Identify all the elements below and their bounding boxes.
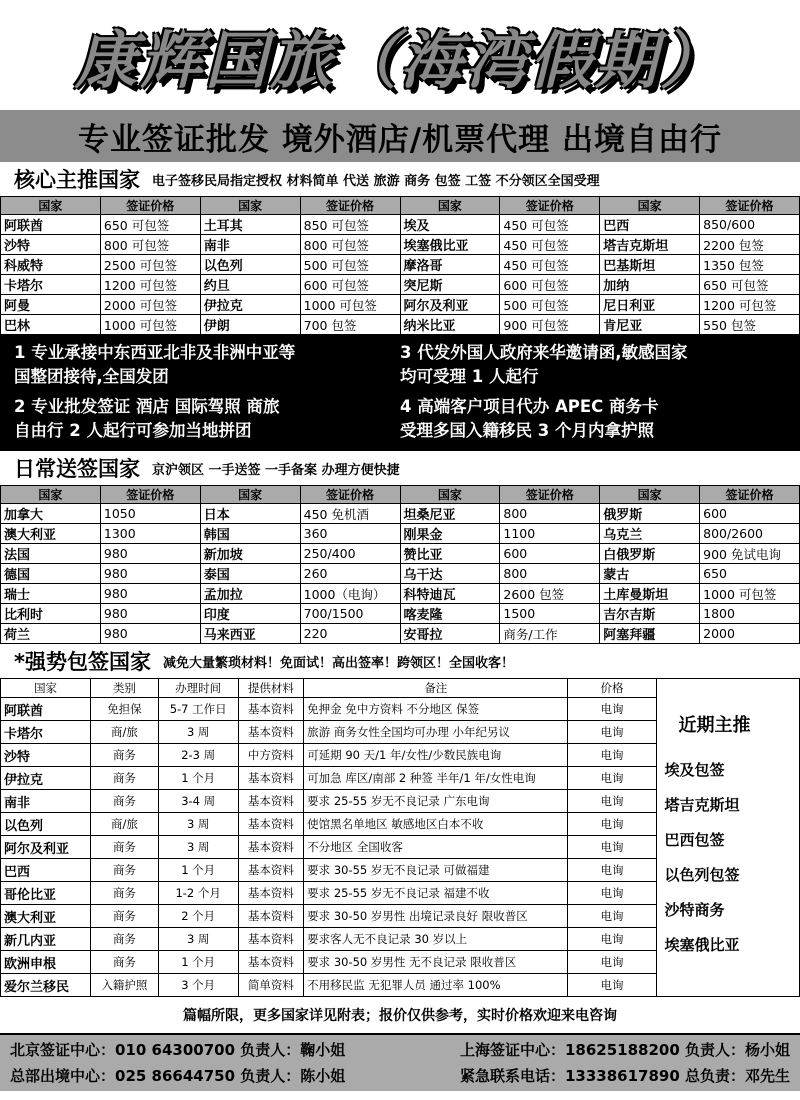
strong-cell: 要求客人无不良记录 30 岁以上 (304, 928, 568, 951)
strong-header: 办理时间 (158, 679, 238, 698)
price-cell: 650 可包签 (700, 275, 800, 295)
price-cell: 450 可包签 (500, 215, 600, 235)
country-cell: 喀麦隆 (400, 604, 500, 624)
table-row (1, 504, 800, 524)
slogan-bar: 专业签证批发 境外酒店/机票代理 出境自由行 (0, 110, 800, 162)
col-country-header: 国家 (600, 486, 700, 504)
price-cell: 800 可包签 (100, 235, 200, 255)
strong-cell: 免押金 免中方资料 不分地区 保签 (304, 698, 568, 721)
strong-cell: 电询 (568, 951, 656, 974)
table-row (1, 235, 800, 255)
strong-cell: 电询 (568, 928, 656, 951)
strong-cell: 电询 (568, 859, 656, 882)
country-cell: 阿塞拜疆 (600, 624, 700, 644)
strong-cell: 商务 (91, 951, 159, 974)
col-country-header: 国家 (1, 197, 101, 215)
col-price-header: 签证价格 (700, 197, 800, 215)
recent-item: 塔吉克斯坦 (664, 796, 740, 814)
price-cell: 650 可包签 (100, 215, 200, 235)
country-cell: 印度 (200, 604, 300, 624)
price-cell: 1800 (700, 604, 800, 624)
country-cell: 阿联酋 (1, 215, 101, 235)
country-cell: 伊朗 (200, 315, 300, 335)
shanghai-contact: 上海签证中心：18625188200 负责人：杨小姐 (459, 1041, 790, 1059)
strong-cell: 3 周 (158, 928, 238, 951)
strong-cell: 电询 (568, 905, 656, 928)
price-cell: 1100 (500, 524, 600, 544)
col-price-header: 签证价格 (100, 486, 200, 504)
country-cell: 尼日利亚 (600, 295, 700, 315)
strong-cell: 以色列 (1, 813, 91, 836)
strong-cell: 电询 (568, 698, 656, 721)
strong-subtitle: 减免大量繁琐材料！免面试！高出签率！跨领区！全国收客！ (162, 655, 514, 671)
strong-cell: 基本资料 (238, 905, 304, 928)
strong-cell: 简单资料 (238, 974, 304, 997)
highlight-2b: 自由行 2 人起行可参加当地拼团 (14, 421, 252, 440)
strong-cell: 3 周 (158, 836, 238, 859)
daily-title: 日常送签国家 (14, 457, 140, 481)
highlight-1a: 1 专业承接中东西亚北非及非洲中亚等 (14, 343, 296, 362)
table-row (1, 604, 800, 624)
strong-cell: 商务 (91, 882, 159, 905)
price-cell: 220 (300, 624, 400, 644)
price-cell: 450 可包签 (500, 235, 600, 255)
strong-cell: 入籍护照 (91, 974, 159, 997)
recent-item: 巴西包签 (664, 831, 725, 849)
country-cell: 以色列 (200, 255, 300, 275)
price-cell: 980 (100, 584, 200, 604)
price-cell: 2500 可包签 (100, 255, 200, 275)
strong-section-header (0, 644, 800, 678)
country-cell: 约旦 (200, 275, 300, 295)
col-price-header: 签证价格 (300, 197, 400, 215)
country-cell: 土库曼斯坦 (600, 584, 700, 604)
strong-cell: 不分地区 全国收客 (304, 836, 568, 859)
price-cell: 1200 可包签 (700, 295, 800, 315)
col-country-header: 国家 (600, 197, 700, 215)
strong-cell: 商务 (91, 928, 159, 951)
price-cell: 500 可包签 (300, 255, 400, 275)
country-cell: 新加坡 (200, 544, 300, 564)
country-cell: 韩国 (200, 524, 300, 544)
price-cell: 980 (100, 544, 200, 564)
recent-item: 埃塞俄比亚 (664, 936, 740, 954)
strong-cell: 基本资料 (238, 721, 304, 744)
country-cell: 阿曼 (1, 295, 101, 315)
strong-cell: 基本资料 (238, 698, 304, 721)
daily-subtitle: 京沪领区 一手送签 一手备案 办理方便快捷 (152, 462, 400, 478)
country-cell: 科威特 (1, 255, 101, 275)
price-cell: 850 可包签 (300, 215, 400, 235)
table-row (1, 275, 800, 295)
strong-cell: 电询 (568, 721, 656, 744)
price-cell: 700 包签 (300, 315, 400, 335)
strong-cell: 基本资料 (238, 836, 304, 859)
price-cell: 商务/工作 (500, 624, 600, 644)
price-cell: 980 (100, 624, 200, 644)
strong-cell: 旅游 商务女性全国均可办理 小年纪另议 (304, 721, 568, 744)
strong-cell: 伊拉克 (1, 767, 91, 790)
strong-cell: 要求 25-55 岁无不良记录 福建不收 (304, 882, 568, 905)
contact-bar (0, 1033, 800, 1091)
strong-cell: 商/旅 (91, 813, 159, 836)
highlight-4a: 4 高端客户项目代办 APEC 商务卡 (400, 397, 659, 416)
price-cell: 900 可包签 (500, 315, 600, 335)
price-cell: 250/400 (300, 544, 400, 564)
price-cell: 900 免试电询 (700, 544, 800, 564)
price-cell: 1300 (100, 524, 200, 544)
country-cell: 南非 (200, 235, 300, 255)
price-cell: 600 (500, 544, 600, 564)
price-cell: 850/600 (700, 215, 800, 235)
country-cell: 比利时 (1, 604, 101, 624)
strong-visa-table (0, 678, 800, 997)
country-cell: 刚果金 (400, 524, 500, 544)
country-cell: 科特迪瓦 (400, 584, 500, 604)
country-cell: 日本 (200, 504, 300, 524)
recent-promo (656, 679, 799, 997)
col-country-header: 国家 (400, 486, 500, 504)
strong-cell: 要求 25-55 岁无不良记录 广东电询 (304, 790, 568, 813)
strong-cell: 3 周 (158, 813, 238, 836)
col-country-header: 国家 (400, 197, 500, 215)
table-row (1, 315, 800, 335)
strong-cell: 中方资料 (238, 744, 304, 767)
price-disclaimer: 篇幅所限，更多国家详见附表；报价仅供参考，实时价格欢迎来电咨询 (183, 1008, 617, 1024)
core-price-table (0, 196, 800, 335)
strong-cell: 要求 30-55 岁无不良记录 可做福建 (304, 859, 568, 882)
strong-cell: 爱尔兰移民 (1, 974, 91, 997)
strong-cell: 哥伦比亚 (1, 882, 91, 905)
country-cell: 蒙古 (600, 564, 700, 584)
table-row (1, 544, 800, 564)
country-cell: 沙特 (1, 235, 101, 255)
strong-cell: 基本资料 (238, 859, 304, 882)
strong-cell: 1-2 个月 (158, 882, 238, 905)
recent-item: 埃及包签 (664, 761, 725, 779)
core-title: 核心主推国家 (14, 168, 140, 192)
highlight-3b: 均可受理 1 人起行 (400, 367, 539, 386)
price-cell: 1000 可包签 (100, 315, 200, 335)
country-cell: 阿尔及利亚 (400, 295, 500, 315)
price-cell: 600 可包签 (300, 275, 400, 295)
country-cell: 摩洛哥 (400, 255, 500, 275)
strong-cell: 基本资料 (238, 767, 304, 790)
strong-cell: 沙特 (1, 744, 91, 767)
strong-cell: 基本资料 (238, 882, 304, 905)
country-cell: 突尼斯 (400, 275, 500, 295)
country-cell: 巴基斯坦 (600, 255, 700, 275)
col-price-header: 签证价格 (700, 486, 800, 504)
daily-section-header (0, 451, 800, 485)
strong-cell: 使馆黑名单地区 敏感地区白本不收 (304, 813, 568, 836)
strong-header: 国家 (1, 679, 91, 698)
country-cell: 巴林 (1, 315, 101, 335)
strong-header: 备注 (304, 679, 568, 698)
price-cell: 650 (700, 564, 800, 584)
price-cell: 1500 (500, 604, 600, 624)
country-cell: 卡塔尔 (1, 275, 101, 295)
price-cell: 550 包签 (700, 315, 800, 335)
strong-cell: 基本资料 (238, 790, 304, 813)
strong-cell: 2-3 周 (158, 744, 238, 767)
table-row (1, 624, 800, 644)
strong-cell: 澳大利亚 (1, 905, 91, 928)
strong-header: 价格 (568, 679, 656, 698)
strong-header: 提供材料 (238, 679, 304, 698)
price-cell: 2000 (700, 624, 800, 644)
strong-cell: 电询 (568, 767, 656, 790)
strong-cell: 可延期 90 天/1 年/女性/少数民族电询 (304, 744, 568, 767)
strong-cell: 南非 (1, 790, 91, 813)
price-cell: 1350 包签 (700, 255, 800, 275)
beijing-contact: 北京签证中心：010 64300700 负责人：鞠小姐 (10, 1041, 346, 1059)
price-cell: 260 (300, 564, 400, 584)
core-subtitle: 电子签移民局指定授权 材料简单 代送 旅游 商务 包签 工签 不分领区全国受理 (152, 173, 600, 189)
price-cell: 450 免机酒 (300, 504, 400, 524)
country-cell: 埃塞俄比亚 (400, 235, 500, 255)
highlight-1b: 国整团接待,全国发团 (14, 367, 169, 386)
strong-cell: 商务 (91, 790, 159, 813)
price-cell: 2200 包签 (700, 235, 800, 255)
strong-cell: 新几内亚 (1, 928, 91, 951)
strong-cell: 基本资料 (238, 928, 304, 951)
strong-cell: 商务 (91, 767, 159, 790)
strong-cell: 电询 (568, 790, 656, 813)
country-cell: 乌克兰 (600, 524, 700, 544)
price-cell: 2600 包签 (500, 584, 600, 604)
strong-cell: 1 个月 (158, 859, 238, 882)
table-row (1, 564, 800, 584)
price-cell: 1050 (100, 504, 200, 524)
country-cell: 伊拉克 (200, 295, 300, 315)
country-cell: 泰国 (200, 564, 300, 584)
country-cell: 巴西 (600, 215, 700, 235)
price-cell: 980 (100, 564, 200, 584)
strong-cell: 巴西 (1, 859, 91, 882)
strong-cell: 可加急 库区/南部 2 种签 半年/1 年/女性电询 (304, 767, 568, 790)
country-cell: 土耳其 (200, 215, 300, 235)
strong-cell: 不用移民监 无犯罪人员 通过率 100% (304, 974, 568, 997)
core-section-header (0, 162, 800, 196)
price-cell: 800 (500, 564, 600, 584)
strong-cell: 1 个月 (158, 951, 238, 974)
country-cell: 纳米比亚 (400, 315, 500, 335)
strong-cell: 商务 (91, 836, 159, 859)
country-cell: 安哥拉 (400, 624, 500, 644)
country-cell: 加纳 (600, 275, 700, 295)
strong-cell: 商务 (91, 744, 159, 767)
emergency-contact: 紧急联系电话：13338617890 总负责：邓先生 (459, 1067, 790, 1085)
strong-cell: 基本资料 (238, 951, 304, 974)
strong-cell: 要求 30-50 岁男性 无不良记录 限收普区 (304, 951, 568, 974)
strong-cell: 卡塔尔 (1, 721, 91, 744)
strong-cell: 免担保 (91, 698, 159, 721)
strong-cell: 商务 (91, 859, 159, 882)
price-cell: 2000 可包签 (100, 295, 200, 315)
col-price-header: 签证价格 (500, 486, 600, 504)
price-cell: 1000 可包签 (700, 584, 800, 604)
table-row (1, 215, 800, 235)
price-cell: 600 (700, 504, 800, 524)
service-highlights (0, 335, 800, 451)
recent-item: 沙特商务 (664, 901, 725, 919)
col-price-header: 签证价格 (100, 197, 200, 215)
country-cell: 瑞士 (1, 584, 101, 604)
strong-cell: 3-4 周 (158, 790, 238, 813)
strong-cell: 5-7 工作日 (158, 698, 238, 721)
strong-cell: 2 个月 (158, 905, 238, 928)
country-cell: 吉尔吉斯 (600, 604, 700, 624)
recent-title: 近期主推 (678, 715, 751, 736)
price-cell: 500 可包签 (500, 295, 600, 315)
table-row (1, 524, 800, 544)
hq-contact: 总部出境中心：025 86644750 负责人：陈小姐 (10, 1067, 346, 1085)
strong-cell: 电询 (568, 882, 656, 905)
price-cell: 700/1500 (300, 604, 400, 624)
country-cell: 埃及 (400, 215, 500, 235)
country-cell: 法国 (1, 544, 101, 564)
price-cell: 800 可包签 (300, 235, 400, 255)
col-price-header: 签证价格 (500, 197, 600, 215)
strong-cell: 电询 (568, 974, 656, 997)
country-cell: 俄罗斯 (600, 504, 700, 524)
strong-cell: 电询 (568, 744, 656, 767)
col-price-header: 签证价格 (300, 486, 400, 504)
country-cell: 孟加拉 (200, 584, 300, 604)
price-cell: 980 (100, 604, 200, 624)
price-cell: 1200 可包签 (100, 275, 200, 295)
strong-cell: 电询 (568, 836, 656, 859)
country-cell: 白俄罗斯 (600, 544, 700, 564)
strong-cell: 要求 30-50 岁男性 出境记录良好 限收普区 (304, 905, 568, 928)
country-cell: 乌干达 (400, 564, 500, 584)
agency-banner: 康辉国旅（海湾假期） (74, 23, 725, 97)
highlight-2a: 2 专业批发签证 酒店 国际驾照 商旅 (14, 397, 280, 416)
strong-cell: 3 周 (158, 721, 238, 744)
price-cell: 1000 可包签 (300, 295, 400, 315)
price-cell: 600 可包签 (500, 275, 600, 295)
country-cell: 肯尼亚 (600, 315, 700, 335)
country-cell: 澳大利亚 (1, 524, 101, 544)
strong-cell: 欧洲申根 (1, 951, 91, 974)
highlight-3a: 3 代发外国人政府来华邀请函,敏感国家 (400, 343, 688, 362)
strong-cell: 商务 (91, 905, 159, 928)
recent-item: 以色列包签 (664, 866, 740, 884)
col-country-header: 国家 (200, 486, 300, 504)
price-cell: 450 可包签 (500, 255, 600, 275)
col-country-header: 国家 (1, 486, 101, 504)
country-cell: 德国 (1, 564, 101, 584)
daily-price-table (0, 485, 800, 644)
col-country-header: 国家 (200, 197, 300, 215)
strong-cell: 3 个月 (158, 974, 238, 997)
strong-cell: 基本资料 (238, 813, 304, 836)
price-cell: 1000（电询） (300, 584, 400, 604)
country-cell: 赞比亚 (400, 544, 500, 564)
table-row (1, 255, 800, 275)
strong-cell: 阿联酋 (1, 698, 91, 721)
price-cell: 800/2600 (700, 524, 800, 544)
strong-cell: 电询 (568, 813, 656, 836)
strong-cell: 阿尔及利亚 (1, 836, 91, 859)
strong-cell: 商/旅 (91, 721, 159, 744)
strong-header: 类别 (91, 679, 159, 698)
price-cell: 800 (500, 504, 600, 524)
table-row (1, 295, 800, 315)
strong-title: *强势包签国家 (14, 650, 151, 674)
highlight-4b: 受理多国入籍移民 3 个月内拿护照 (400, 421, 654, 440)
table-row (1, 584, 800, 604)
strong-cell: 1 个月 (158, 767, 238, 790)
country-cell: 加拿大 (1, 504, 101, 524)
country-cell: 荷兰 (1, 624, 101, 644)
country-cell: 塔吉克斯坦 (600, 235, 700, 255)
country-cell: 坦桑尼亚 (400, 504, 500, 524)
country-cell: 马来西亚 (200, 624, 300, 644)
price-cell: 360 (300, 524, 400, 544)
